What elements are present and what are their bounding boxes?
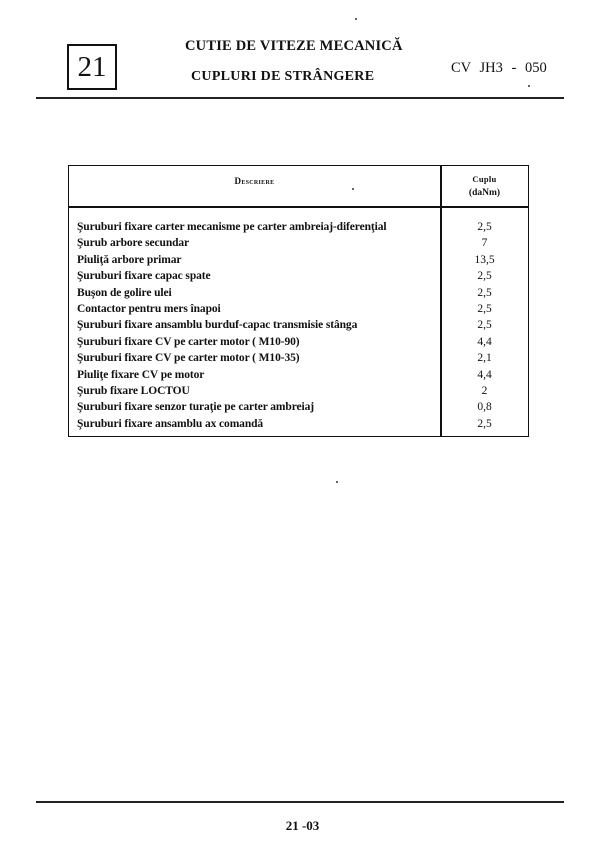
table-row <box>69 235 528 251</box>
row-value: 2,5 <box>477 221 492 233</box>
row-description: Şuruburi fixare CV pe carter motor ( M10-35) <box>77 352 300 365</box>
column-header-description: Descriere <box>234 176 275 186</box>
row-value: 2,1 <box>477 352 492 365</box>
column-header-torque-label: Cuplu <box>472 174 497 184</box>
row-value: 0,8 <box>477 401 492 414</box>
table-row <box>69 285 528 301</box>
column-header-torque <box>441 172 528 200</box>
row-description: Şuruburi fixare capac spate <box>77 270 211 283</box>
scan-speck <box>352 188 354 190</box>
row-description: Şuruburi fixare ansamblu ax comandă <box>77 417 264 430</box>
row-value: 2,5 <box>477 270 492 283</box>
scan-speck <box>355 18 357 20</box>
row-description: Contactor pentru mers înapoi <box>77 302 221 315</box>
page-subtitle: CUPLURI DE STRÂNGERE <box>191 69 375 84</box>
row-description: Şuruburi fixare ansamblu burduf-capac transmisie stânga <box>77 319 358 332</box>
row-value: 2,5 <box>477 417 492 430</box>
row-value: 4,4 <box>477 368 492 381</box>
section-number-box <box>67 44 117 90</box>
header-rule <box>36 97 564 99</box>
table-row <box>69 383 528 399</box>
page-number: 21 -03 <box>285 818 320 833</box>
table-row <box>69 252 528 268</box>
row-value: 4,4 <box>477 335 492 348</box>
row-value: 2,5 <box>477 319 492 332</box>
scan-speck <box>336 481 338 483</box>
table-row <box>69 268 528 284</box>
header-divider <box>69 206 528 208</box>
row-description: Şurub fixare LOCTOU <box>77 384 190 397</box>
column-header-torque-unit: (daNm) <box>468 188 501 198</box>
row-description: Buşon de golire ulei <box>77 286 172 299</box>
torque-table <box>68 165 529 437</box>
table-row <box>69 301 528 317</box>
row-value: 13,5 <box>474 253 495 266</box>
row-description: Şuruburi fixare carter mecanisme pe carter ambreiaj-diferenţial <box>77 221 387 233</box>
table-row <box>69 334 528 350</box>
row-value: 2,5 <box>477 286 492 299</box>
table-row <box>69 219 528 235</box>
table-row <box>69 350 528 366</box>
row-value: 2 <box>481 384 488 397</box>
scan-speck <box>528 85 530 87</box>
section-number: 21 <box>77 51 107 83</box>
table-row <box>69 317 528 333</box>
table-body <box>69 219 528 432</box>
table-row <box>69 416 528 432</box>
row-description: Şuruburi fixare senzor turaţie pe carter ambreiaj <box>77 401 314 414</box>
row-description: Şuruburi fixare CV pe carter motor ( M10-90) <box>77 335 300 348</box>
table-row <box>69 367 528 383</box>
row-description: Piuliţă arbore primar <box>77 253 182 266</box>
row-value: 7 <box>481 237 488 250</box>
document-code: CV JH3 - 050 <box>451 60 547 76</box>
row-value: 2,5 <box>477 302 492 315</box>
page-title: CUTIE DE VITEZE MECANICĂ <box>185 38 403 54</box>
footer-rule <box>36 801 564 803</box>
row-description: Piuliţe fixare CV pe motor <box>77 368 205 381</box>
table-row <box>69 399 528 415</box>
row-description: Şurub arbore secundar <box>77 237 190 250</box>
